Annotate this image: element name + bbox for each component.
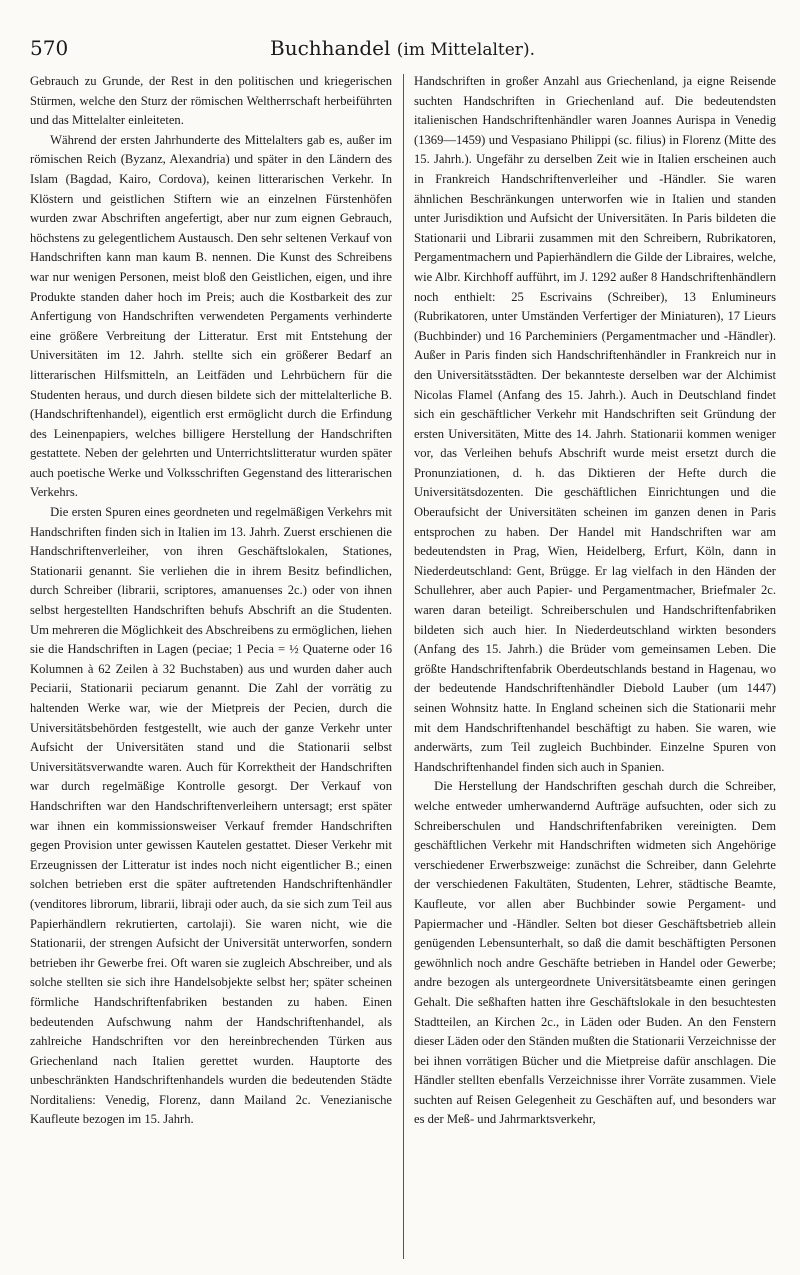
- page-number: 570: [30, 36, 69, 60]
- page-header: [30, 36, 775, 68]
- right-paragraph-2: Die Herstellung der Handschriften geschah durch die Schreiber, welche entweder umherwandernd Aufträge aufsuchten, oder sich zu Schreiberschulen und Handschriftenfabriken vereinigten. Dem geschäftlichen Verkehr mit Handschriften widmeten sich Angehörige verschiedener Erwerbszweige: zunächst die Schreiber, dann Gelehrte der verschiedenen Fakultäten, Studenten, Lehrer, städtische Beamte, Kaufleute, vor allen aber Buchbinder sowie Pergament- und Papiermacher und -Händler. Selten bot dieser Geschäftsbetrieb allein genügenden Lebensunterhalt, so daß die damit beschäftigten Personen gewöhnlich noch andre Geschäfte betrieben in Handel oder Gewerbe; andre bezogen als untergeordnete Universitätsbeamte einen geringen Gehalt. Die seßhaften hatten ihre Geschäftslokale in den besuchtesten Stadtteilen, an Kirchen 2c., in Läden oder Buden. An den Fenstern dieser Läden oder den Ständen mußten die Stationarii Verzeichnisse der bei ihnen vorrätigen Bücher und die Mietpreise dafür anschlagen. Die Händler stellten ebenfalls Verzeichnisse ihrer Vorräte zusammen. Viele suchten auf Reisen Gelegenheit zu Geschäften auf, und besonders war es der Meß- und Jahrmarktsverkehr,: [414, 779, 776, 1127]
- text-columns: [30, 72, 775, 1267]
- running-title: [30, 36, 775, 60]
- left-column: [30, 72, 392, 1130]
- left-paragraph-3: Die ersten Spuren eines geordneten und regelmäßigen Verkehrs mit Handschriften finden sich in Italien im 13. Jahrh. Zuerst erschienen die Handschriftenverleiher, von ihren Geschäftslokalen, Stationes, Stationarii genannt. Sie verliehen die in ihrem Besitz befindlichen, durch Schreiber (librarii, scriptores, amanuenses 2c.) oder von ihnen selbst hergestellten Handschriften behufs Abschrift an die Studenten. Um mehreren die Möglichkeit des Abschreibens zu ermöglichen, liehen sie die Handschriften in Lagen (peciae; 1 Pecia = ½ Quaterne oder 16 Kolumnen à 62 Zeilen à 32 Buchstaben) aus und wurden daher auch Peciarii, Stationarii peciarum genannt. Die Zahl der vorrätig zu haltenden Werke war, wie der Mietpreis der Pecien, durch die Universitätsbehörden festgestellt, wie auch der ganze Verkehr unter Aufsicht der Universitäten stand und die Stationarii selbst Universitätsverwandte waren. Auch für Korrektheit der Handschriften war durch regelmäßige Kontrolle gesorgt. Der Verkauf von Handschriften war den Handschriftenverleihern untersagt; erst später war ihnen ein kommissionsweiser Verkauf fremder Handschriften gegen Provision unter gewissen Kautelen gestattet. Dieser Verkehr mit Erzeugnissen der Litteratur ist indes noch nicht eigentlicher B.; einen solchen betrieben erst die später auftretenden Handschriftenhändler (venditores librorum, librarii, libraji oder auch, da sie sich zum Teil aus Papierhändlern rekrutierten, cartolaji). Sie waren nicht, wie die Stationarii, der strengen Aufsicht der Universität unterworfen, sondern betrieben ihr Gewerbe frei. Oft waren sie zugleich Abschreiber, und als solche stellten sie sich ihre Handelsobjekte selbst her; später scheinen förmliche Handschriftenfabriken bestanden zu haben. Einen bedeutenden Aufschwung nahm der Handschriftenhandel, als zahlreiche Handschriften vor den hereinbrechenden Türken aus Griechenland nach Italien gerettet wurden. Hauptorte des unbeschränkten Handschriftenhandels wurden die bedeutenden Städte Norditaliens: Venedig, Florenz, dann Mailand 2c. Venezianische Kaufleute bezogen im 15. Jahrh.: [30, 505, 392, 1127]
- left-paragraph-1: Gebrauch zu Grunde, der Rest in den politischen und kriegerischen Stürmen, welche den Sturz der römischen Weltherrschaft herbeiführten und das Mittelalter einleiteten.: [30, 74, 392, 128]
- right-paragraph-1: Handschriften in großer Anzahl aus Griechenland, ja eigne Reisende suchten Handschriften in Griechenland auf. Die bedeutendsten italienischen Handschriftenhändler waren Joannes Aurispa in Venedig (1369—1459) und Vespasiano Philippi (sc. filius) in Florenz (Mitte des 15. Jahrh.). Ungefähr zu derselben Zeit wie in Italien erscheinen auch in Frankreich Handschriftenverleiher und -Händler. Sie waren ähnlichen Beschränkungen unterworfen wie in Italien und standen unter Jurisdiktion und Aufsicht der Universitäten. In Paris bildeten die Stationarii und Librarii zusammen mit den Schreibern, Rubrikatoren, Pergamentmachern und Papierhändlern die Gilde der Libraires, welche, wie Albr. Kirchhoff aufführt, im J. 1292 außer 8 Handschriftenhändlern noch enthielt: 25 Escrivains (Schreiber), 13 Enlumineurs (Rubrikatoren, unter Umständen Verfertiger der Miniaturen), 17 Lieurs (Buchbinder) und 16 Parcheminiers (Pergamentmacher und -Händler). Außer in Paris finden sich Handschriftenhändler in Frankreich nur in den Universitätsstädten. Der bekannteste derselben war der Alchimist Nicolas Flamel (Anfang des 15. Jahrh.). Auch in Deutschland findet sich ein geschäftlicher Verkehr mit Handschriften seit Gründung der ersten Universitäten, Mitte des 14. Jahrh. Stationarii kommen weniger vor, das Verleihen behufs Abschrift wurde meist ersetzt durch die Pronunziationen, d. h. das Diktieren der Hefte durch die Universitätsdozenten. Die geschäftlichen Einrichtungen und die Oberaufsicht der Universitäten scheinen im ganzen denen in Paris entsprochen zu haben. Der Handel mit Handschriften war am bedeutendsten in Prag, Wien, Heidelberg, Erfurt, Köln, dann in Niederdeutschland: Gent, Brügge. Er lag vielfach in den Händen der Schullehrer, aber auch Papier- und Pergamentmacher, Briefmaler 2c. waren daran beteiligt. Schreiberschulen und Handschriftenfabriken bildeten sich auch hier. In Niederdeutschland wirkten besonders (Anfang des 15. Jahrh.) die Brüder vom gemeinsamen Leben. Die größte Handschriftenfabrik Oberdeutschlands bestand in Hagenau, wo der bedeutende Handschriftenhändler Diebold Lauber (um 1447) seinen Wohnsitz hatte. In England scheinen sich die Stationarii mehr mit dem Handschriftenhandel beschäftigt zu haben. Sie waren, wie anderwärts, zum Teil zugleich Buchbinder. Einzelne Spuren von Handschriftenhandel finden sich auch in Spanien.: [414, 74, 776, 774]
- running-title-sub: (im Mittelalter).: [396, 40, 535, 60]
- left-paragraph-2: Während der ersten Jahrhunderte des Mittelalters gab es, außer im römischen Reich (Byzanz, Alexandria) und später in den Ländern des Islam (Bagdad, Kairo, Cordova), keinen litterarischen Verkehr. In Klöstern und geistlichen Stiftern wie an einzelnen Fürstenhöfen wurden zwar Abschriften angefertigt, aber nur zum eignen Gebrauch, höchstens zu gelegentlichem Austausch. Den sehr seltenen Verkauf von Handschriften kann man kaum B. nennen. Die Kunst des Schreibens war nur wenigen Personen, meist bloß den Geistlichen, eigen, und ihre Produkte standen daher hoch im Preis; auch die Kostbarkeit des zur Anfertigung von Handschriften verwendeten Pergaments verhinderte eine größere Verbreitung der Litteratur. Erst mit Entstehung der Universitäten im 12. Jahrh. stellte sich ein größerer Bedarf an litterarischen Hilfsmitteln, an Leitfäden und Lehrbüchern für die Studenten heraus, und durch diesen bildete sich der mittelalterliche B. (Handschriftenhandel), eigentlich erst ermöglicht durch die Erfindung des Leinenpapiers, welches billigere Herstellung der Handschriften gestattete. Neben der gelehrten und Unterrichtslitteratur wurden später auch poetische Werke und Volksschriften Gegenstand des litterarischen Verkehrs.: [30, 132, 392, 500]
- right-column: [414, 72, 776, 1130]
- column-divider: [403, 74, 404, 1259]
- running-title-main: Buchhandel: [270, 36, 391, 60]
